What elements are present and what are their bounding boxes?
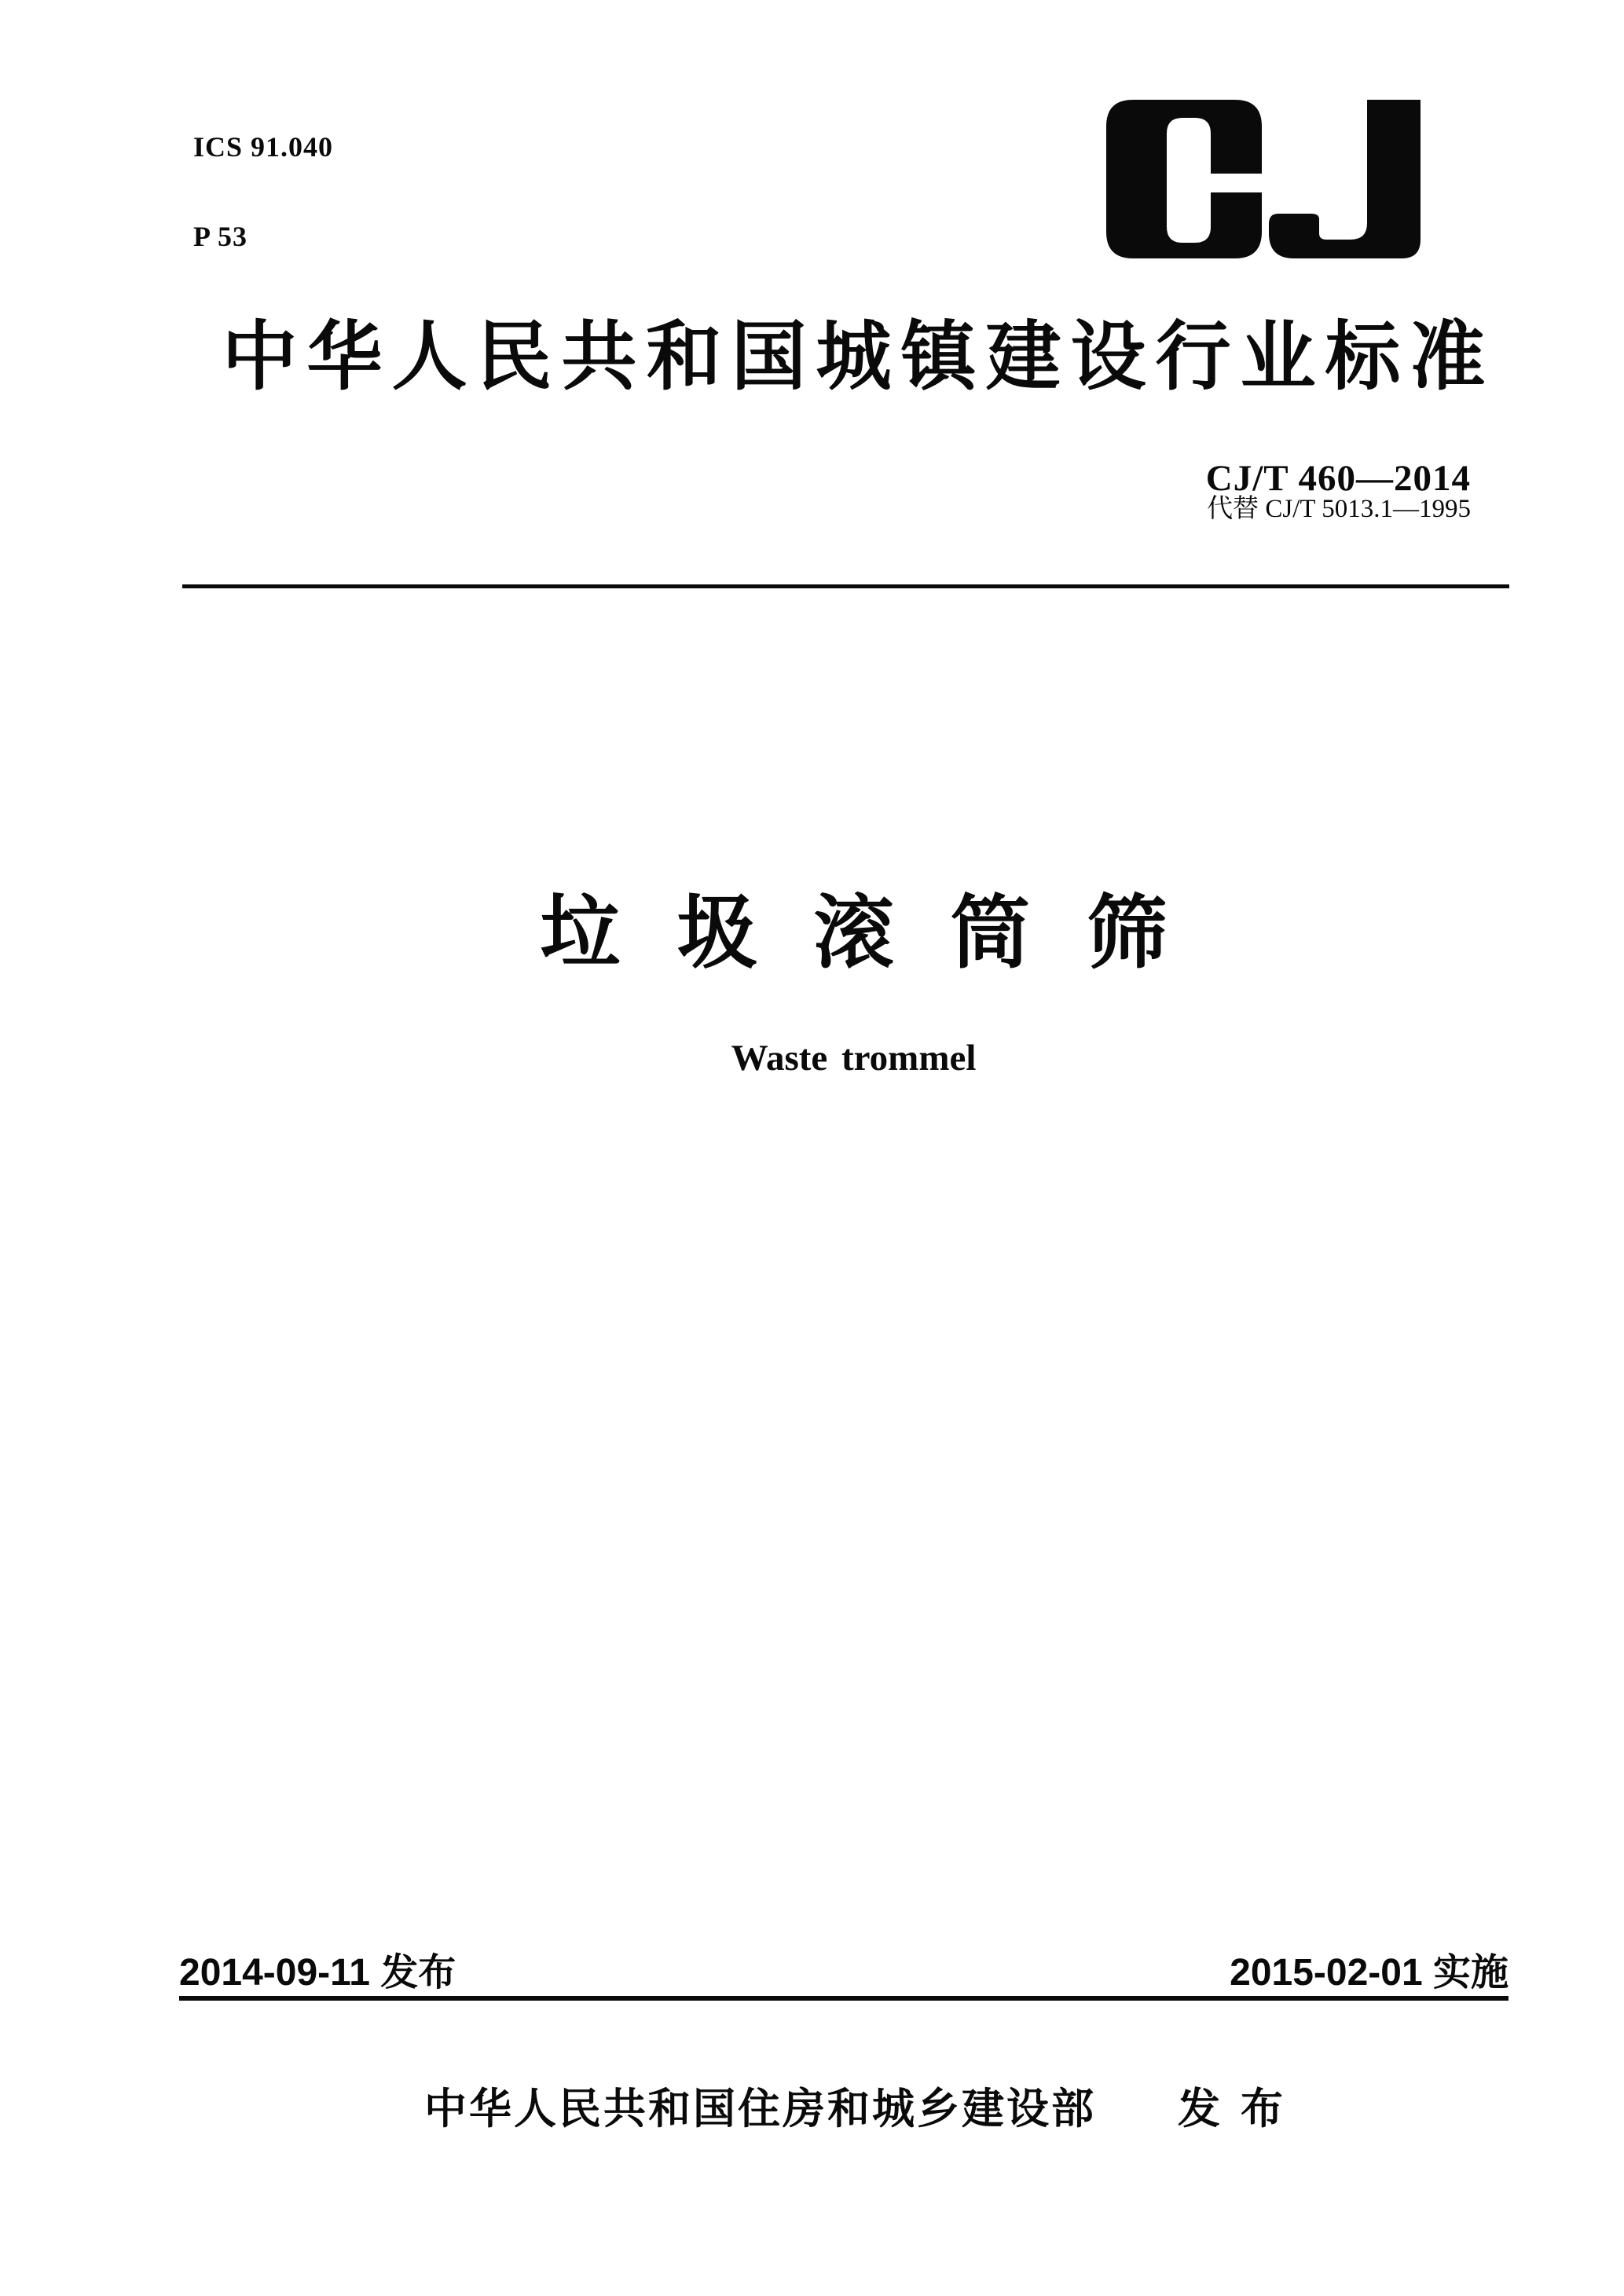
replaced-standard: 代替 CJ/T 5013.1—1995 xyxy=(1207,495,1471,523)
document-title-cn: 垃圾滚筒筛 xyxy=(540,888,1224,978)
publisher-line xyxy=(42,2075,1624,2136)
cj-logo-icon xyxy=(1106,99,1421,259)
standard-number: CJ/T 460—2014 xyxy=(1205,458,1471,499)
publish-label: 发布 xyxy=(1178,2085,1303,2133)
top-divider xyxy=(182,584,1509,588)
ics-code: ICS 91.040 xyxy=(193,131,334,163)
bottom-divider xyxy=(179,1996,1509,2001)
issue-date: 2014-09-11 发布 xyxy=(179,1952,456,1994)
classification-code: P 53 xyxy=(193,221,248,252)
ics-block xyxy=(193,72,333,311)
document-title-en: Waste trommel xyxy=(731,1038,977,1078)
category-title: 中华人民共和国城镇建设行业标准 xyxy=(222,315,1495,399)
publisher-name: 中华人民共和国住房和城乡建设部 xyxy=(424,2085,1096,2133)
implementation-date: 2015-02-01 实施 xyxy=(1230,1952,1509,1994)
